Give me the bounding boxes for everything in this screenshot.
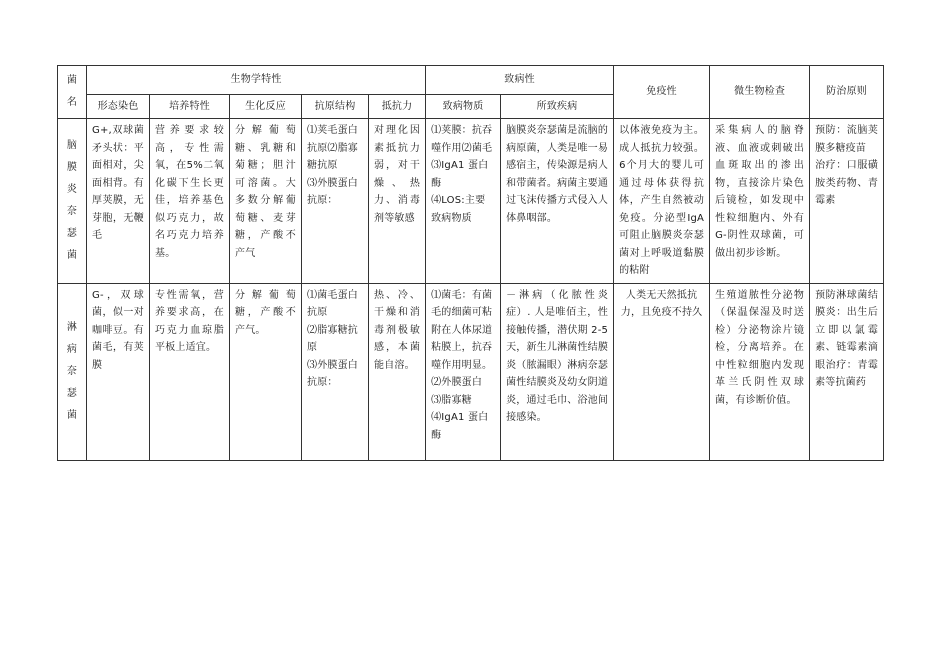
header-path-substance: 致病物质 — [426, 95, 501, 119]
bacteria-comparison-table — [57, 65, 884, 461]
row-bacterium-name — [58, 283, 87, 460]
cell-micro: 生殖道脓性分泌物（保温保湿及时送检）分泌物涂片镜检，分离培养。在中性粒细胞内发现革兰氏阴性双球菌，有诊断价值。 — [710, 283, 810, 460]
cell-disease: －淋病（化脓性炎症）. 人是唯佰主，性接触传播，潜伏期 2-5 天，新生儿淋菌性结膜炎（脓漏眼）淋病奈瑟菌性结膜炎及幼女阴道炎，通过毛巾、浴池间接感染。 — [501, 283, 614, 460]
cell-antigen: ⑴菌毛蛋白抗原 ⑵脂寡糖抗原 ⑶外膜蛋白抗原： — [302, 283, 369, 460]
header-path-group: 致病性 — [426, 66, 614, 95]
table-row — [58, 283, 884, 460]
cell-morph: G+,双球菌矛头状：平面相对，尖面相背。有厚荚膜，无芽胞，无鞭毛 — [87, 119, 150, 284]
header-immunity: 免疫性 — [614, 66, 710, 119]
cell-prevention: 预防：流脑荚膜多糖疫苗 治疗：口服磺胺类药物、青霉素 — [810, 119, 884, 284]
cell-culture: 营养要求较高，专性需氧，在5%二氧化碳下生长更佳，培养基色似巧克力，故名巧克力培养基。 — [150, 119, 230, 284]
cell-resistance: 热、冷、干燥和消毒剂极敏感，本菌能自溶。 — [369, 283, 426, 460]
cell-micro: 采集病人的脑脊液、血液或刺破出血斑取出的渗出物，直接涂片染色后镜检，如发现中性粒细胞内、外有G-阴性双球菌，可做出初步诊断。 — [710, 119, 810, 284]
cell-prevention: 预防淋球菌结膜炎：出生后立即以氯霉素、链霉素滴眼治疗：青霉素等抗菌药 — [810, 283, 884, 460]
header-prevention: 防治原则 — [810, 66, 884, 119]
header-bacterium — [58, 66, 87, 119]
table-row — [58, 119, 884, 284]
bacterium-name: 淋 病 奈 瑟 菌 — [66, 321, 78, 421]
header-culture: 培养特性 — [150, 95, 230, 119]
cell-immunity: 人类无天然抵抗力，且免疫不持久 — [614, 283, 710, 460]
header-bacterium-label: 菌 名 — [66, 75, 78, 108]
bacterium-name: 脑 膜 炎 奈 瑟 菌 — [66, 139, 78, 261]
cell-immunity: 以体液免疫为主。成人抵抗力较强。6个月大的婴儿可通过母体获得抗体，产生自然被动免疫。分泌型IgA可阻止脑膜炎奈瑟菌对上呼吸道黏膜的粘附 — [614, 119, 710, 284]
cell-antigen: ⑴荚毛蛋白抗原⑵脂寡糖抗原 ⑶外膜蛋白抗原： — [302, 119, 369, 284]
cell-morph: G-，双球菌，似一对咖啡豆。有菌毛，有荚膜 — [87, 283, 150, 460]
cell-disease: 脑膜炎奈瑟菌是流脑的病原菌，人类是唯一易感宿主，传染源是病人和带菌者。病菌主要通过飞沫传播方式侵入人体鼻咽部。 — [501, 119, 614, 284]
header-morph: 形态染色 — [87, 95, 150, 119]
header-antigen: 抗原结构 — [302, 95, 369, 119]
row-bacterium-name — [58, 119, 87, 284]
cell-biochem: 分解葡萄糖、乳糖和菊糖；胆汁可溶菌。大多数分解葡萄糖、麦芽糖，产酸不产气 — [230, 119, 302, 284]
header-row-1 — [58, 66, 884, 95]
cell-resistance: 对理化因素抵抗力弱，对干燥、热力、消毒剂等敏感 — [369, 119, 426, 284]
header-disease: 所致疾病 — [501, 95, 614, 119]
header-bio-group: 生物学特性 — [87, 66, 426, 95]
cell-path-substance: ⑴菌毛：有菌毛的细菌可粘附在人体尿道粘膜上，抗吞噬作用明显。 ⑵外膜蛋白 ⑶脂寡糖 ⑷IgA1 蛋白酶 — [426, 283, 501, 460]
header-resistance: 抵抗力 — [369, 95, 426, 119]
cell-path-substance: ⑴荚膜：抗吞噬作用⑵菌毛 ⑶IgA1 蛋白酶 ⑷LOS:主要致病物质 — [426, 119, 501, 284]
cell-biochem: 分解葡萄糖，产酸不产气。 — [230, 283, 302, 460]
header-biochem: 生化反应 — [230, 95, 302, 119]
header-micro: 微生物检查 — [710, 66, 810, 119]
cell-culture: 专性需氧，营养要求高，在巧克力血琼脂平板上适宜。 — [150, 283, 230, 460]
